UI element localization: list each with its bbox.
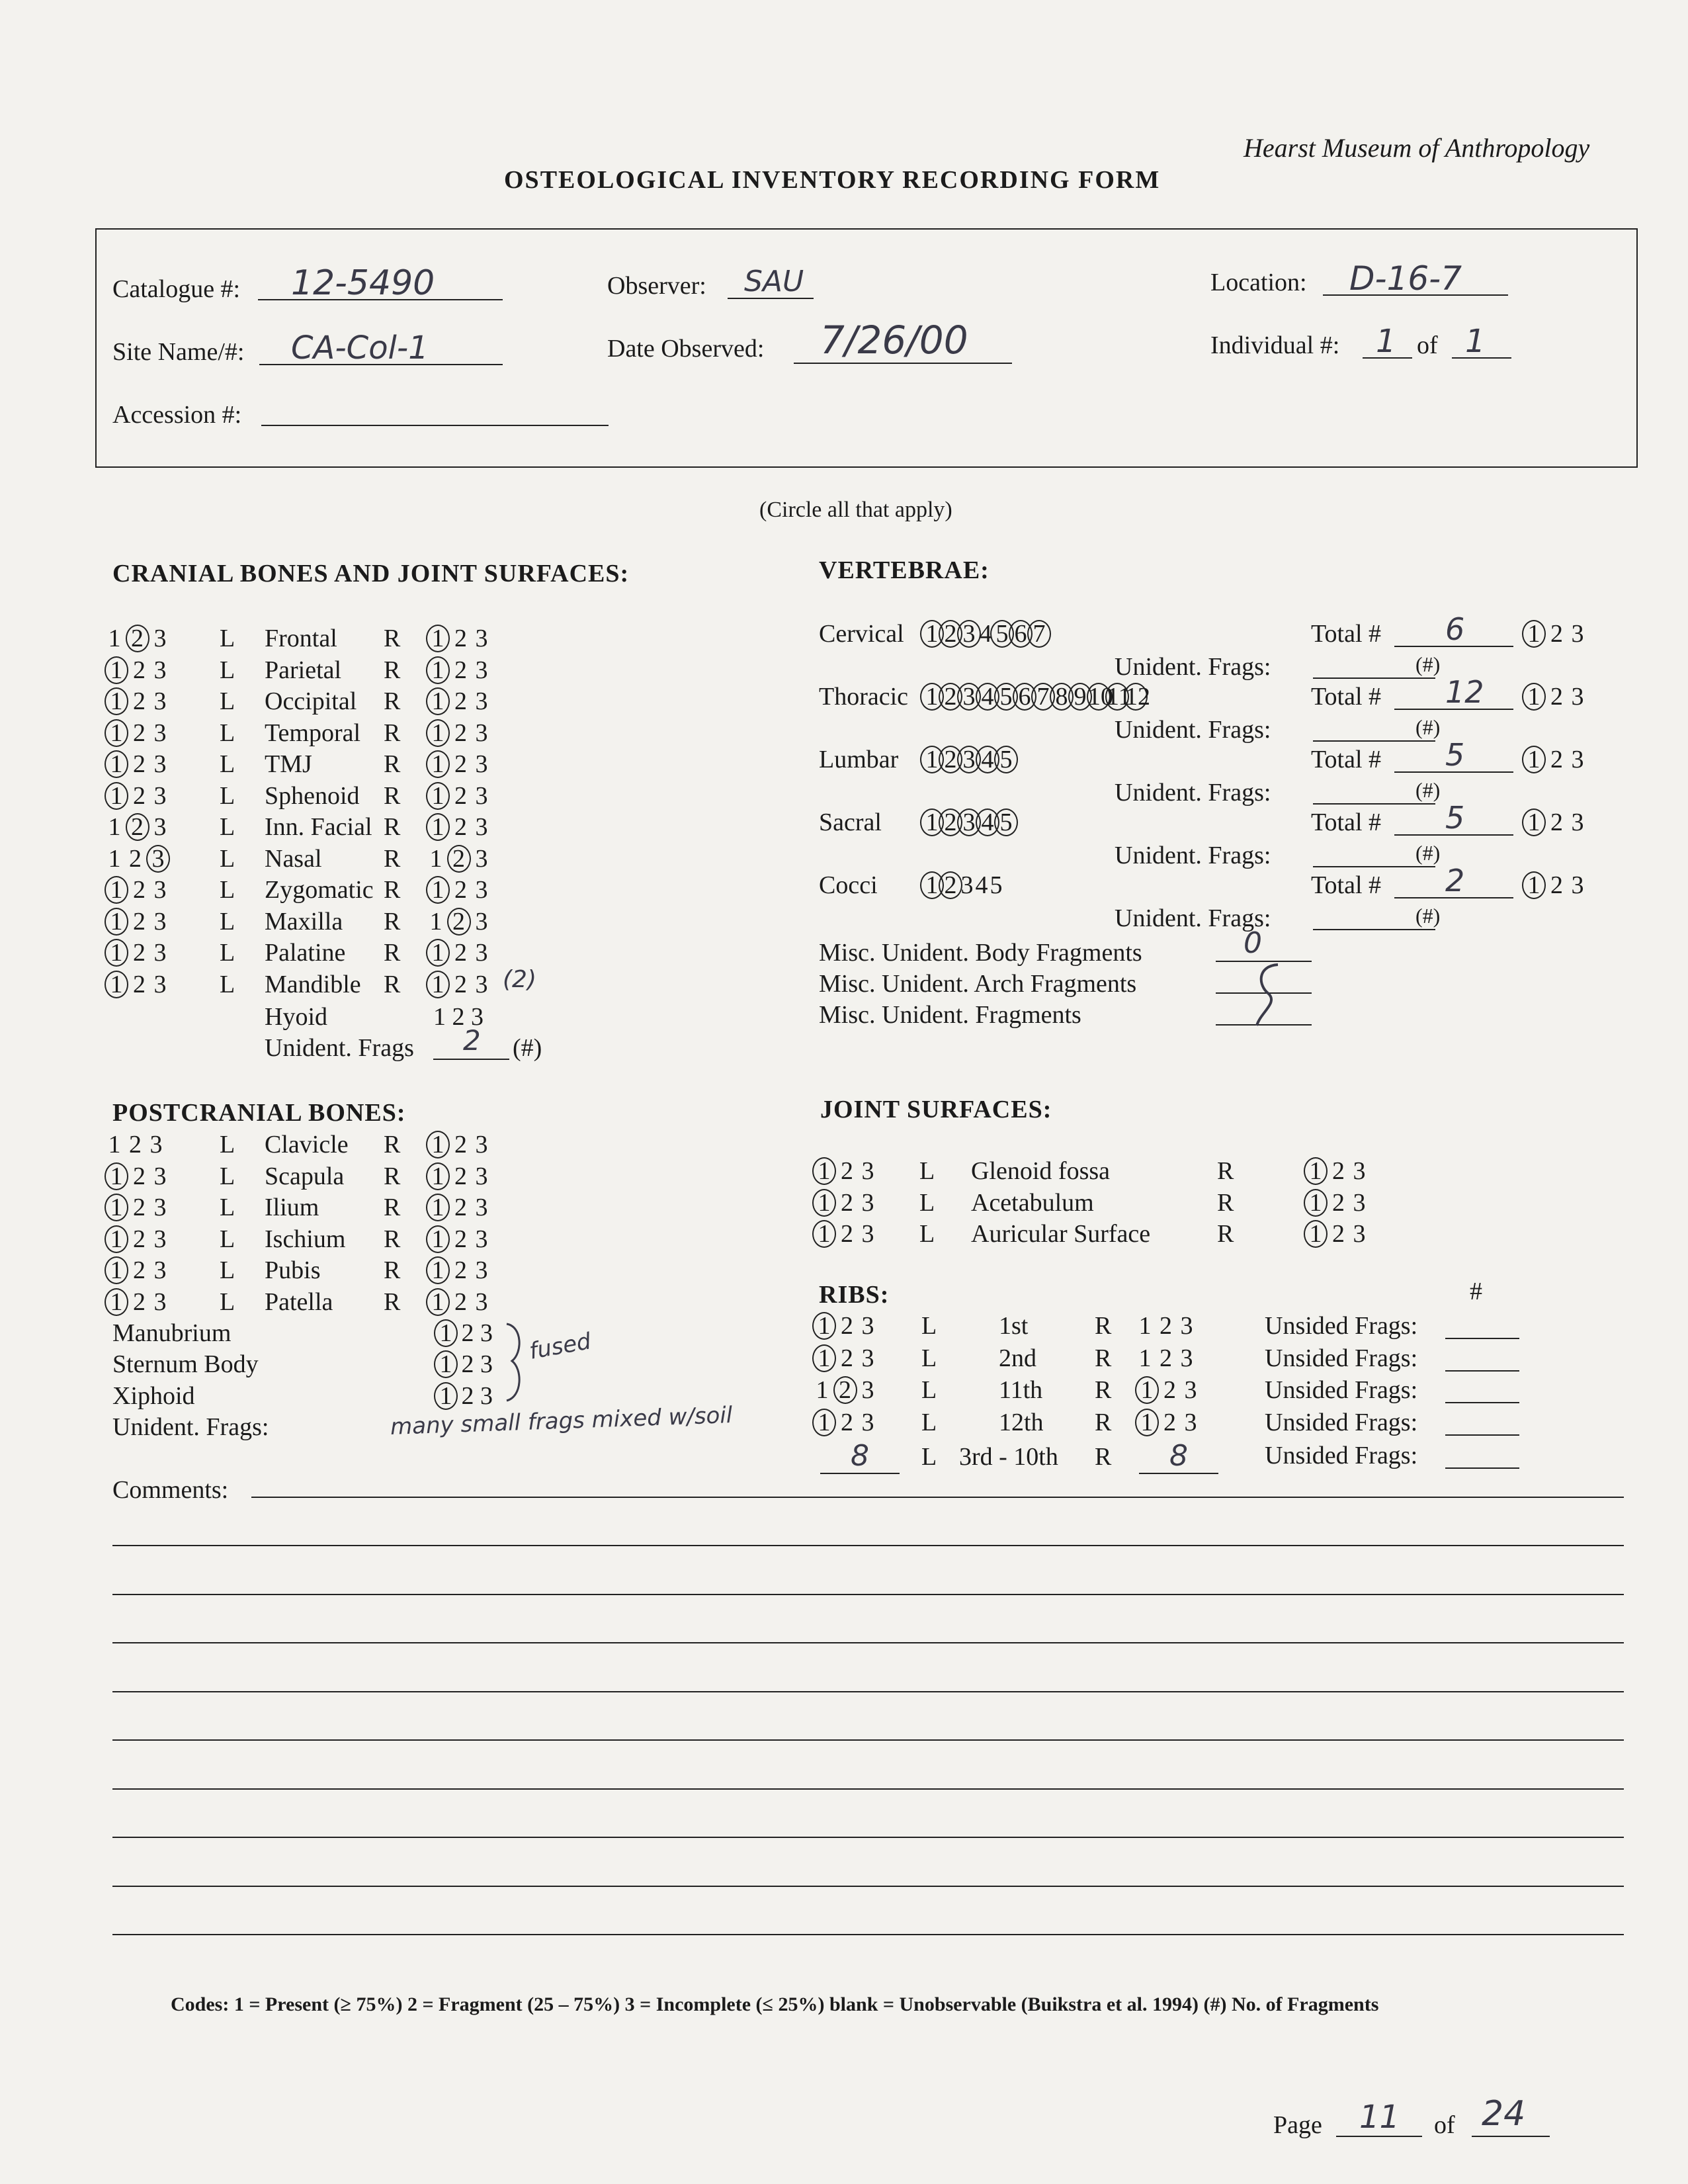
site-value[interactable]: CA-Col-1 [291, 329, 429, 367]
catalogue-value[interactable]: 12-5490 [291, 263, 435, 303]
vert-code-2: 1 2 3 [1525, 745, 1585, 774]
individual-label: Individual #: [1210, 331, 1340, 359]
page-total[interactable]: 24 [1482, 2094, 1526, 2134]
joint-R-0: R [1217, 1157, 1234, 1185]
rib-mid-row [820, 1439, 900, 1474]
comment-line-5 [112, 1739, 1624, 1741]
cranial-left-4: 1 2 3 [107, 750, 167, 779]
cranial-left-0: 1 2 3 [108, 625, 167, 652]
vert-unident-line-0 [1313, 677, 1435, 679]
cranial-left-6: 1 2 3 [108, 813, 167, 841]
joint-R-2: R [1217, 1220, 1234, 1248]
rib-unsided-4: Unsided Frags: [1265, 1442, 1418, 1469]
museum-name: Hearst Museum of Anthropology [1244, 133, 1590, 163]
cranial-L-6: L [220, 813, 235, 841]
cranial-L-1: L [220, 656, 235, 684]
post-name-2: Ilium [265, 1194, 319, 1221]
misc-body-label: Misc. Unident. Body Fragments [819, 939, 1142, 967]
joint-right-2: 1 2 3 [1306, 1219, 1367, 1248]
sternum-label: Sternum Body [112, 1350, 259, 1378]
cranial-unident-suffix: (#) [513, 1034, 542, 1062]
cranial-left-1: 1 2 3 [107, 656, 167, 685]
vert-unident-line-4 [1313, 929, 1435, 930]
cranial-left-5: 1 2 3 [107, 781, 167, 810]
cranial-L-5: L [220, 781, 235, 810]
rib-R-0: R [1095, 1312, 1112, 1340]
site-label: Site Name/#: [112, 338, 245, 366]
cranial-R-7: R [384, 844, 401, 873]
manubrium-nums: 1 2 3 [437, 1319, 493, 1348]
vert-code-0: 1 2 3 [1525, 619, 1585, 648]
post-L-2: L [220, 1194, 235, 1221]
vert-hash-2: (#) [1415, 778, 1441, 802]
vert-total-value-2[interactable]: 5 [1445, 737, 1465, 773]
vert-hash-1: (#) [1415, 715, 1441, 739]
vert-unident-line-1 [1313, 740, 1435, 742]
cranial-name-3: Temporal [265, 719, 361, 747]
observer-label: Observer: [607, 272, 706, 300]
vert-nums-2: 1 2 3 4 5 [923, 745, 1015, 774]
rib-unsided-2: Unsided Frags: [1265, 1376, 1418, 1404]
rib-unsided-line-2 [1445, 1402, 1519, 1403]
cranial-R-1: R [384, 656, 401, 684]
manubrium-label: Manubrium [112, 1319, 232, 1347]
post-left-5: 1 2 3 [107, 1288, 167, 1317]
cranial-right-8: 1 2 3 [429, 875, 489, 904]
vert-unident-label-2: Unident. Frags: [1115, 779, 1271, 807]
rib-mid-left[interactable]: 8 [820, 1439, 900, 1474]
vert-hash-4: (#) [1415, 904, 1441, 928]
vert-unident-label-0: Unident. Frags: [1115, 653, 1271, 681]
comment-line-6 [112, 1788, 1624, 1790]
cranial-heading: CRANIAL BONES AND JOINT SURFACES: [112, 560, 630, 588]
cranial-left-3: 1 2 3 [107, 719, 167, 748]
joint-right-1: 1 2 3 [1306, 1188, 1367, 1217]
comment-line-7 [112, 1837, 1624, 1838]
post-left-0: 1 2 3 [108, 1131, 163, 1158]
joint-left-1: 1 2 3 [815, 1188, 875, 1217]
rib-name-2: 11th [999, 1376, 1043, 1404]
cranial-left-11: 1 2 3 [107, 970, 167, 999]
cranial-R-5: R [384, 781, 401, 810]
post-R-1: R [384, 1162, 401, 1190]
cranial-right-7: 1 2 3 [429, 844, 488, 873]
post-name-0: Clavicle [265, 1131, 349, 1158]
post-name-5: Patella [265, 1288, 333, 1316]
cranial-right-2: 1 2 3 [429, 687, 489, 716]
comment-line-9 [112, 1934, 1624, 1935]
cranial-name-9: Maxilla [265, 907, 343, 936]
rib-unsided-3: Unsided Frags: [1265, 1408, 1418, 1436]
cranial-name-0: Frontal [265, 625, 337, 652]
page-label: Page [1273, 2111, 1322, 2139]
joint-L-0: L [919, 1157, 935, 1185]
post-name-3: Ischium [265, 1225, 346, 1253]
rib-mid-right-wrap [1139, 1439, 1218, 1474]
cranial-left-7: 1 2 3 [107, 844, 167, 873]
joint-R-1: R [1217, 1188, 1234, 1217]
joint-left-2: 1 2 3 [815, 1219, 875, 1248]
joint-right-0: 1 2 3 [1306, 1157, 1367, 1186]
page-value[interactable]: 11 [1359, 2099, 1400, 2136]
rib-L-2: L [921, 1376, 937, 1404]
vert-hash-3: (#) [1415, 841, 1441, 865]
cranial-right-4: 1 2 3 [429, 750, 489, 779]
vert-nums-3: 1 2 3 4 5 [923, 808, 1015, 837]
catalogue-label: Catalogue #: [112, 275, 241, 303]
cranial-left-2: 1 2 3 [107, 687, 167, 716]
post-name-4: Pubis [265, 1256, 321, 1284]
rib-unsided-line-1 [1445, 1370, 1519, 1372]
cranial-R-0: R [384, 625, 401, 652]
rib-right-2: 1 2 3 [1138, 1376, 1198, 1405]
vert-unident-label-1: Unident. Frags: [1115, 716, 1271, 744]
rib-right-0: 1 2 3 [1138, 1312, 1193, 1340]
cranial-L-10: L [220, 939, 235, 967]
joint-L-1: L [919, 1188, 935, 1217]
vert-code-1: 1 2 3 [1525, 682, 1585, 711]
joint-name-1: Acetabulum [971, 1188, 1094, 1217]
rib-unsided-line-4 [1445, 1467, 1519, 1469]
post-L-1: L [220, 1162, 235, 1190]
ribs-heading: RIBS: [819, 1281, 890, 1309]
cranial-name-1: Parietal [265, 656, 342, 684]
vert-name-4: Cocci [819, 871, 878, 899]
post-right-0: 1 2 3 [429, 1130, 489, 1159]
cranial-L-8: L [220, 876, 235, 904]
post-L-4: L [220, 1256, 235, 1284]
cranial-name-11: Mandible [265, 970, 361, 998]
page-of: of [1434, 2111, 1455, 2139]
fused-note: fused [527, 1328, 593, 1365]
vertebrae-heading: VERTEBRAE: [819, 556, 990, 584]
rib-name-1: 2nd [999, 1344, 1036, 1372]
rib-L-0: L [921, 1312, 937, 1340]
cranial-L-9: L [220, 907, 235, 936]
rib-R-3: R [1095, 1408, 1112, 1436]
sternum-nums: 1 2 3 [437, 1350, 493, 1379]
comment-line-2 [112, 1594, 1624, 1595]
rib-name-0: 1st [999, 1312, 1029, 1340]
accession-label: Accession #: [112, 401, 242, 429]
rib-left-2: 1 2 3 [816, 1376, 874, 1404]
individual-value[interactable]: 1 [1376, 323, 1396, 360]
post-R-4: R [384, 1256, 401, 1284]
cranial-right-11: 1 2 3 [429, 970, 489, 999]
rib-L-3: L [921, 1408, 937, 1436]
post-R-2: R [384, 1194, 401, 1221]
rib-unsided-line-3 [1445, 1434, 1519, 1436]
date-label: Date Observed: [607, 335, 765, 363]
misc-body-value[interactable]: 0 [1244, 926, 1262, 960]
hyoid-nums: 1 2 3 [433, 1003, 484, 1031]
cranial-R-8: R [384, 876, 401, 904]
cranial-name-6: Inn. Facial [265, 813, 372, 841]
cranial-right-10: 1 2 3 [429, 938, 489, 967]
joint-L-2: L [919, 1220, 935, 1248]
vert-code-4: 1 2 3 [1525, 871, 1585, 900]
cranial-L-0: L [220, 625, 235, 652]
cranial-left-9: 1 2 3 [107, 907, 167, 936]
post-right-5: 1 2 3 [429, 1288, 489, 1317]
hyoid-label: Hyoid [265, 1003, 327, 1031]
vert-unident-label-3: Unident. Frags: [1115, 842, 1271, 869]
codes-legend: Codes: 1 = Present (≥ 75%) 2 = Fragment (25 – 75%) 3 = Incomplete (≤ 25%) blank = Unobservable (Buikstra et al. 1994) (#) No. of Fragments [171, 1993, 1379, 2015]
post-right-3: 1 2 3 [429, 1225, 489, 1254]
individual-total[interactable]: 1 [1465, 323, 1486, 360]
rib-name-3: 12th [999, 1408, 1044, 1436]
rib-R-2: R [1095, 1376, 1112, 1404]
post-L-3: L [220, 1225, 235, 1253]
xiphoid-nums: 1 2 3 [437, 1381, 493, 1411]
vert-name-2: Lumbar [819, 746, 899, 773]
vert-unident-line-3 [1313, 866, 1435, 867]
vert-name-1: Thoracic [819, 683, 909, 711]
misc-bracket-mark [1244, 959, 1290, 1032]
rib-right-3: 1 2 3 [1138, 1408, 1198, 1437]
cranial-R-2: R [384, 687, 401, 715]
xiphoid-label: Xiphoid [112, 1382, 195, 1410]
cranial-right-3: 1 2 3 [429, 719, 489, 748]
comments-label: Comments: [112, 1476, 229, 1504]
rib-mid-R: R [1095, 1443, 1112, 1471]
post-right-1: 1 2 3 [429, 1162, 489, 1191]
vert-name-3: Sacral [819, 808, 882, 836]
cranial-unident-label: Unident. Frags [265, 1034, 414, 1062]
post-unident-label: Unident. Frags: [112, 1413, 269, 1441]
cranial-R-6: R [384, 813, 401, 841]
rib-unsided-line-0 [1445, 1338, 1519, 1339]
vert-code-3: 1 2 3 [1525, 808, 1585, 837]
vert-nums-1: 1 2 3 4 5 6 7 8 9101112 [923, 682, 1145, 711]
cranial-right-9: 1 2 3 [429, 907, 488, 936]
location-label: Location: [1210, 269, 1307, 296]
post-right-4: 1 2 3 [429, 1256, 489, 1285]
post-R-0: R [384, 1131, 401, 1158]
cranial-L-4: L [220, 750, 235, 778]
cranial-left-10: 1 2 3 [107, 938, 167, 967]
comment-line-3 [112, 1642, 1624, 1643]
comment-line-4 [112, 1691, 1624, 1692]
cranial-L-3: L [220, 719, 235, 747]
post-left-2: 1 2 3 [107, 1193, 167, 1222]
vert-total-label-1: Total # [1311, 683, 1382, 711]
cranial-unident-value[interactable]: 2 [463, 1024, 481, 1057]
rib-left-3: 1 2 3 [815, 1408, 875, 1437]
location-value[interactable]: D-16-7 [1349, 259, 1462, 298]
observer-value[interactable]: SAU [744, 265, 804, 298]
vert-total-value-3[interactable]: 5 [1445, 800, 1465, 836]
vert-total-value-1[interactable]: 12 [1445, 674, 1484, 710]
vert-hash-0: (#) [1415, 652, 1441, 676]
cranial-right-6: 1 2 3 [429, 812, 489, 842]
rib-unsided-0: Unsided Frags: [1265, 1312, 1418, 1340]
cranial-R-11: R [384, 970, 401, 998]
rib-L-1: L [921, 1344, 937, 1372]
post-left-3: 1 2 3 [107, 1225, 167, 1254]
cranial-name-5: Sphenoid [265, 781, 360, 810]
cranial-name-7: Nasal [265, 844, 322, 873]
cranial-L-2: L [220, 687, 235, 715]
cranial-R-3: R [384, 719, 401, 747]
rib-mid-label: 3rd - 10th [959, 1443, 1058, 1471]
post-R-3: R [384, 1225, 401, 1253]
comment-line-0 [251, 1497, 1624, 1498]
cranial-R-10: R [384, 939, 401, 967]
vert-total-label-2: Total # [1311, 746, 1382, 773]
rib-R-1: R [1095, 1344, 1112, 1372]
individual-of: of [1417, 331, 1438, 359]
joint-name-0: Glenoid fossa [971, 1157, 1111, 1185]
joint-name-2: Auricular Surface [971, 1220, 1151, 1248]
vert-total-value-0[interactable]: 6 [1445, 611, 1465, 647]
rib-left-0: 1 2 3 [815, 1311, 875, 1340]
rib-mid-right[interactable]: 8 [1139, 1439, 1218, 1474]
cranial-right-0: 1 2 3 [429, 624, 489, 653]
joint-left-0: 1 2 3 [815, 1157, 875, 1186]
post-name-1: Scapula [265, 1162, 345, 1190]
vert-unident-label-4: Unident. Frags: [1115, 904, 1271, 932]
post-right-2: 1 2 3 [429, 1193, 489, 1222]
misc-arch-label: Misc. Unident. Arch Fragments [819, 970, 1137, 998]
vert-total-label-4: Total # [1311, 871, 1382, 899]
joint-heading: JOINT SURFACES: [820, 1096, 1052, 1123]
comment-line-8 [112, 1886, 1624, 1887]
rib-mid-L: L [921, 1443, 937, 1471]
post-left-4: 1 2 3 [107, 1256, 167, 1285]
circle-note: (Circle all that apply) [759, 498, 952, 522]
cranial-R-9: R [384, 907, 401, 936]
vert-total-value-4[interactable]: 2 [1445, 863, 1465, 898]
vert-nums-0: 1 2 3 4 5 6 7 [923, 619, 1048, 648]
cranial-name-4: TMJ [265, 750, 312, 778]
post-R-5: R [384, 1288, 401, 1316]
cranial-name-10: Palatine [265, 939, 346, 967]
cranial-left-8: 1 2 3 [107, 875, 167, 904]
form-title: OSTEOLOGICAL INVENTORY RECORDING FORM [504, 166, 1161, 194]
post-L-5: L [220, 1288, 235, 1316]
rib-unsided-1: Unsided Frags: [1265, 1344, 1418, 1372]
rib-right-1: 1 2 3 [1138, 1344, 1193, 1372]
fused-brace-mark [503, 1320, 529, 1406]
cranial-L-11: L [220, 970, 235, 998]
post-left-1: 1 2 3 [107, 1162, 167, 1191]
comment-line-1 [112, 1545, 1624, 1546]
mandible-note: (2) [503, 966, 536, 993]
vert-nums-4: 1 2 345 [923, 871, 1003, 900]
post-L-0: L [220, 1131, 235, 1158]
rib-left-1: 1 2 3 [815, 1344, 875, 1373]
vert-unident-line-2 [1313, 803, 1435, 805]
cranial-right-1: 1 2 3 [429, 656, 489, 685]
post-unident-value[interactable]: many small frags mixed w/soil [390, 1401, 733, 1441]
vert-name-0: Cervical [819, 620, 904, 648]
cranial-name-2: Occipital [265, 687, 357, 715]
misc-frag-label: Misc. Unident. Fragments [819, 1001, 1081, 1029]
cranial-name-8: Zygomatic [265, 876, 374, 904]
cranial-L-7: L [220, 844, 235, 873]
cranial-R-4: R [384, 750, 401, 778]
date-value[interactable]: 7/26/00 [820, 318, 968, 363]
vert-total-label-0: Total # [1311, 620, 1382, 648]
postcranial-heading: POSTCRANIAL BONES: [112, 1099, 406, 1127]
ribs-hash: # [1470, 1278, 1482, 1305]
cranial-right-5: 1 2 3 [429, 781, 489, 810]
vert-total-label-3: Total # [1311, 808, 1382, 836]
